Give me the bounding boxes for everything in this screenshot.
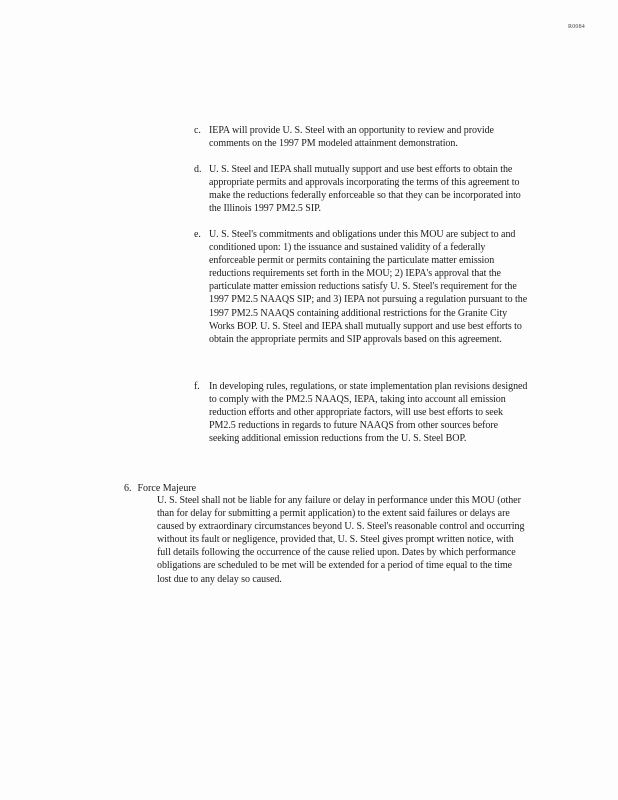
list-item-d (194, 163, 529, 215)
list-item-f (194, 380, 529, 445)
section-title: Force Majeure (137, 483, 197, 494)
list-marker: d. (194, 164, 202, 175)
list-item-e (194, 228, 529, 346)
list-marker: f. (194, 381, 200, 392)
section-paragraph: U. S. Steel shall not be liable for any failure or delay in performance under this MOU (other than for delay for submitting a permit application) to the extent said failures or delays are caused by extraordinary circumstances beyond U. S. Steel's reasonable control and occurring without its fault or negligence, provided that, U. S. Steel gives prompt written notice, with full details following the occurrence of the cause relied upon. Dates by which performance obligations are scheduled to be met will be extended for a period of time equal to the time lost due to any delay so caused. (157, 495, 525, 585)
list-item-text: In developing rules, regulations, or state implementation plan revisions designed to comply with the PM2.5 NAAQS, IEPA, taking into account all emission reduction efforts and other appropriate factors, will use best efforts to seek PM2.5 reductions in regards to future NAAQS from other sources before seeking additional emission reductions from the U. S. Steel BOP. (209, 381, 528, 445)
section-number: 6. (124, 483, 132, 494)
page-id-stamp: R0084 (568, 24, 586, 30)
section-body (157, 494, 527, 586)
list-item-c (194, 124, 529, 150)
list-item-text: U. S. Steel's commitments and obligations under this MOU are subject to and conditioned upon: 1) the issuance and sustained validity of a federally enforceable permit or permits containing the particulate matter emission reductions requirements set forth in the MOU; 2) IEPA's approval that the particulate matter emission reductions satisfy U. S. Steel's requirement for the 1997 PM2.5 NAAQS SIP; and 3) IEPA not pursuing a regulation pursuant to the 1997 PM2.5 NAAQS containing additional restrictions for the Granite City Works BOP. U. S. Steel and IEPA shall mutually support and use best efforts to obtain the appropriate permits and SIP approvals based on this agreement. (209, 229, 528, 345)
list-item-text: U. S. Steel and IEPA shall mutually support and use best efforts to obtain the appropriate permits and approvals incorporating the terms of this agreement to make the reductions federally enforceable so that they can be incorporated into the Illinois 1997 PM2.5 SIP. (209, 164, 521, 215)
list-marker: c. (194, 125, 201, 136)
list-item-text: IEPA will provide U. S. Steel with an opportunity to review and provide comments on the 1997 PM modeled attainment demonstration. (209, 125, 494, 150)
list-marker: e. (194, 229, 201, 240)
